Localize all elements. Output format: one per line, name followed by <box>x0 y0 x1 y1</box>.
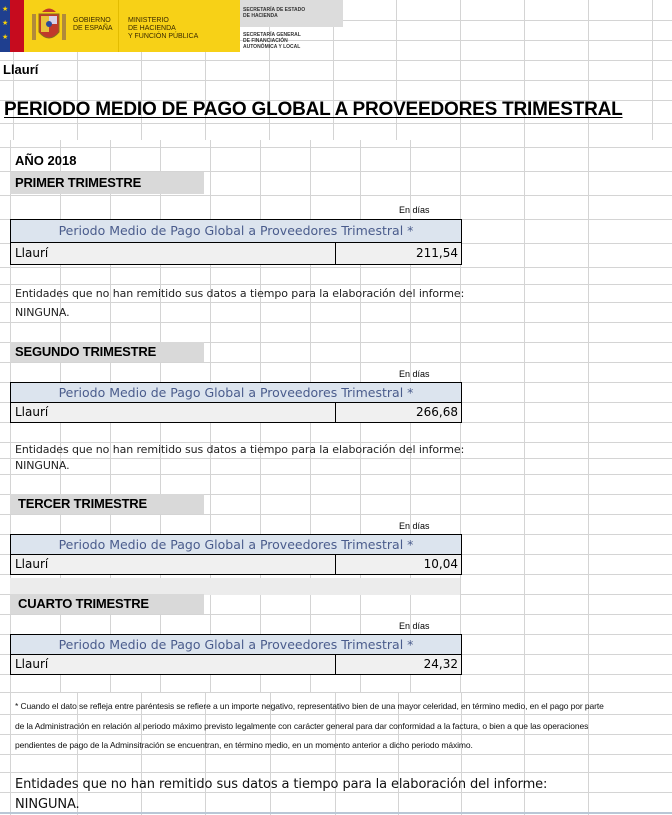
secretaria-estado-line-1: SECRETARÍA DE ESTADO <box>243 7 306 13</box>
unit-label: En días <box>399 369 430 379</box>
ministerio-line-2: DE HACIENDA <box>128 25 176 32</box>
unit-label: En días <box>399 521 430 531</box>
quarter-1-label: PRIMER TRIMESTRE <box>15 175 142 190</box>
quarter-3-header <box>10 494 204 514</box>
quarter-2-header <box>10 342 204 362</box>
secretaria-general-line-1: SECRETARÍA GENERAL <box>243 32 301 38</box>
government-banner <box>0 0 343 52</box>
quarter-4-label: CUARTO TRIMESTRE <box>18 596 149 611</box>
secretaria-general-line-3: AUTONÓMICA Y LOCAL <box>243 44 301 50</box>
table-header: Periodo Medio de Pago Global a Proveedores Trimestral * <box>11 383 461 403</box>
quarter-4-table <box>10 634 462 675</box>
entity-cell: Llaurí <box>11 655 336 674</box>
unit-label: En días <box>399 621 430 631</box>
table-row <box>11 655 461 674</box>
table-row <box>11 555 461 574</box>
table-row <box>11 243 461 264</box>
entity-cell: Llaurí <box>11 555 336 574</box>
footnote-line-3: pendientes de pago de la Adminsitración se encuentran, en término medio, en un momento anterior a dicho periodo máximo. <box>15 740 473 750</box>
quarter-2-table <box>10 382 462 423</box>
table-header: Periodo Medio de Pago Global a Proveedores Trimestral * <box>11 535 461 555</box>
quarter-1-table <box>10 219 462 265</box>
year-label: AÑO 2018 <box>15 153 77 168</box>
gobierno-line-1: GOBIERNO <box>73 17 111 24</box>
missing-entities-value: NINGUNA. <box>15 306 70 319</box>
ministerio-line-3: Y FUNCIÓN PÚBLICA <box>128 33 199 40</box>
ministerio-line-1: MINISTERIO <box>128 17 169 24</box>
coat-of-arms-icon <box>30 4 68 46</box>
table-row <box>11 403 461 422</box>
footnote-line-1: * Cuando el dato se refleja entre paréntesis se refiere a un importe negativo, representativo bien de una mayor celeridad, en término medio, en el pago por parte <box>15 701 604 711</box>
sheet-bottom-edge <box>0 812 672 814</box>
ministerio-text <box>128 17 198 41</box>
table-header: Periodo Medio de Pago Global a Proveedores Trimestral * <box>11 220 461 243</box>
eu-spain-flag-icon: ★ ★ ★ <box>0 0 24 52</box>
secretaria-general-line-2: DE FINANCIACIÓN <box>243 38 288 44</box>
value-cell: 10,04 <box>423 557 458 571</box>
gobierno-text <box>73 17 113 33</box>
quarter-4-header <box>10 594 204 614</box>
page-title: PERIODO MEDIO DE PAGO GLOBAL A PROVEEDORES TRIMESTRAL <box>4 99 623 120</box>
gobierno-line-2: DE ESPAÑA <box>73 25 113 32</box>
separator-band <box>10 578 460 595</box>
secretaria-estado-line-2: DE HACIENDA <box>243 13 278 19</box>
quarter-1-header <box>10 172 204 194</box>
value-cell: 211,54 <box>416 246 458 260</box>
final-missing-entities-value: NINGUNA. <box>15 797 80 812</box>
quarter-3-label: TERCER TRIMESTRE <box>18 496 147 511</box>
value-cell: 24,32 <box>423 657 458 671</box>
secretaria-estado-text <box>243 7 305 19</box>
table-header: Periodo Medio de Pago Global a Proveedores Trimestral * <box>11 635 461 655</box>
entity-cell: Llaurí <box>11 243 336 264</box>
quarter-3-table <box>10 534 462 575</box>
entity-cell: Llaurí <box>11 403 336 422</box>
missing-entities-value: NINGUNA. <box>15 459 70 472</box>
footnote-line-2: de la Administración en relación al periodo máximo previsto legalmente con carácter general para dar conformidad a la factura, o bien a que las operaciones <box>15 721 589 731</box>
quarter-2-label: SEGUNDO TRIMESTRE <box>15 344 157 359</box>
missing-entities-label: Entidades que no han remitido sus datos a tiempo para la elaboración del informe: <box>15 443 465 456</box>
secretaria-general-text <box>243 32 301 50</box>
unit-label: En días <box>399 205 430 215</box>
missing-entities-label: Entidades que no han remitido sus datos a tiempo para la elaboración del informe: <box>15 287 465 300</box>
value-cell: 266,68 <box>416 405 458 419</box>
entity-name: Llaurí <box>3 62 39 77</box>
final-missing-entities-label: Entidades que no han remitido sus datos a tiempo para la elaboración del informe: <box>15 777 548 792</box>
